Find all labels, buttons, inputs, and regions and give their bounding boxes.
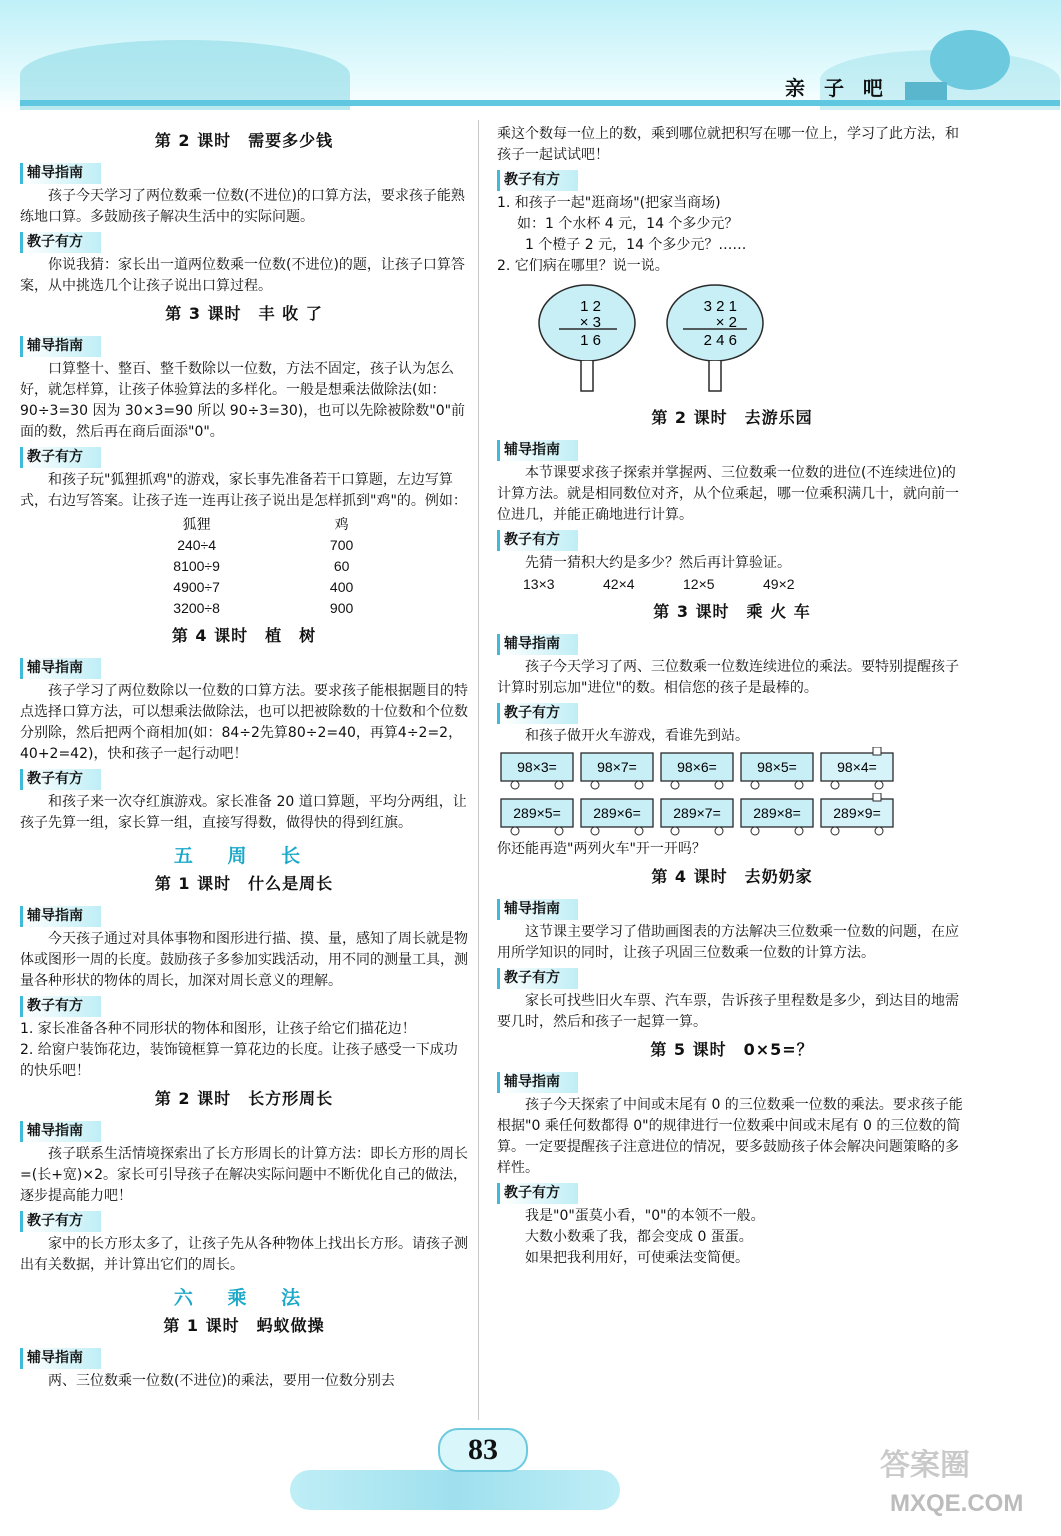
method-tag: 教子有方 [20,996,101,1017]
method-item: 1. 和孩子一起"逛商场"(把家当商场) [497,195,721,211]
tree-2-bottom: 2 4 6 [703,332,737,349]
guide-text: 这节课主要学习了借助画图表的方法解决三位数乘一位数的问题，在应用所学知识的同时，让孩子巩固三位数乘一位数的计算方法。 [497,924,959,961]
guide-tag: 辅导指南 [20,906,101,927]
wheel-icon [831,781,839,789]
table-cell: 60 [333,558,350,574]
train-car-label: 289×9= [833,805,881,821]
tree-2-top: 3 2 1 [703,298,737,315]
poem-line: 我是"0"蛋莫小看，"0"的本领不一般。 [525,1208,765,1224]
wheel-icon [511,781,519,789]
lesson-title: 第 4 课时 植 树 [171,626,317,645]
train-car-label: 289×6= [593,805,641,821]
train-car-label: 289×8= [753,805,801,821]
unit-title: 六 乘 法 [173,1287,315,1309]
method-item: 如：1 个水杯 4 元，14 个多少元？ [517,216,739,232]
method-text: 先猜一猜积大约是多少？然后再计算验证。 [525,555,791,571]
table-cell: 8100÷9 [173,558,220,574]
lesson-title: 第 3 课时 乘 火 车 [653,602,811,621]
wheel-icon [751,781,759,789]
train-car-label: 98×3= [517,759,557,775]
lesson-title: 第 5 课时 0×5=？ [650,1040,814,1059]
section-title: 亲 子 吧 [785,76,889,100]
wheel-icon [511,827,519,835]
method-tag: 教子有方 [497,703,578,724]
tree-illustrations [497,281,797,401]
chimney-icon [873,747,881,755]
table-cell: 900 [329,600,354,616]
guide-tag: 辅导指南 [497,440,578,461]
train-question: 你还能再造"两列火车"开一开吗？ [497,841,706,857]
header-house-icon [905,82,947,102]
method-tag: 教子有方 [497,1183,578,1204]
method-text: 和孩子玩"狐狸抓鸡"的游戏，家长事先准备若干口算题，左边写算式，右边写答案。让孩子连一连再让孩子说出是怎样抓到"鸡"的。例如： [20,472,467,509]
right-column [497,124,967,1269]
train-car [501,799,573,835]
wheel-icon [751,827,759,835]
wheel-icon [715,781,723,789]
wheel-icon [795,827,803,835]
tree-1-bottom: 1 6 [580,332,601,349]
train-2-graphic [497,793,967,839]
problem: 49×2 [763,576,795,592]
left-column [20,124,468,1392]
guide-tag: 辅导指南 [20,1121,101,1142]
guide-text: 口算整十、整百、整千数除以一位数，方法不固定，孩子认为怎么好，就怎样算，让孩子体验算法的多样化。一般是想乘法做除法(如：90÷3=30 因为 30×3=90 所以 90÷3=30)，也可以先除被除数"0"前面的数，然后再在商后面添"0"。 [20,361,466,440]
method-tag: 教子有方 [497,530,578,551]
page-header [0,0,1061,112]
method-text: 你说我猜：家长出一道两位数乘一位数(不进位)的题，让孩子口算答案，从中挑选几个让孩子说出口算过程。 [20,257,465,294]
tree-problem-1 [539,285,635,391]
train-car [581,753,653,789]
column-divider [478,120,479,1420]
method-tag: 教子有方 [497,968,578,989]
table-cell: 4900÷7 [173,579,220,595]
method-tag: 教子有方 [20,232,101,253]
train-car [661,799,733,835]
table-cell: 3200÷8 [173,600,220,616]
train-2 [497,793,967,839]
train-car-label: 289×7= [673,805,721,821]
watermark-url: MXQE.COM [890,1490,1024,1517]
problem: 12×5 [683,576,715,592]
table-cell: 240÷4 [177,537,217,553]
method-text: 家长可找些旧火车票、汽车票，告诉孩子里程数是多少，到达目的地需要几时，然后和孩子一起算一算。 [497,993,959,1030]
page-number: 83 [438,1428,528,1472]
guide-text: 两、三位数乘一位数(不进位)的乘法，要用一位数分别去 [48,1373,395,1389]
lesson-title: 第 2 课时 需要多少钱 [154,131,334,150]
method-tag: 教子有方 [20,1211,101,1232]
train-car [581,799,653,835]
train-car-label: 98×6= [677,759,717,775]
wheel-icon [555,827,563,835]
table-cell: 400 [329,579,354,595]
guide-tag: 辅导指南 [20,163,101,184]
lesson-title: 第 2 课时 去游乐园 [651,408,813,427]
wheel-icon [591,781,599,789]
train-1 [497,747,967,793]
tree-problem-2 [667,285,763,391]
wheel-icon [555,781,563,789]
method-tag: 教子有方 [497,170,578,191]
guide-text: 本节课要求孩子探索并掌握两、三位数乘一位数的进位(不连续进位)的计算方法。就是相同数位对齐，从个位乘起，哪一位乘积满几十，就向前一位进几，并能正确地进行计算。 [497,465,959,523]
wheel-icon [635,827,643,835]
poem-line: 大数小数乘了我，都会变成 0 蛋蛋。 [525,1229,753,1245]
train-1-graphic [497,747,967,793]
guide-tag: 辅导指南 [20,1348,101,1369]
train-car [741,753,813,789]
method-tag: 教子有方 [20,769,101,790]
estimate-problems [497,574,967,595]
table-cell: 700 [329,537,354,553]
method-item: 1. 家长准备各种不同形状的物体和图形，让孩子给它们描花边！ [20,1021,416,1037]
guide-tag: 辅导指南 [497,1072,578,1093]
guide-text: 今天孩子通过对具体事物和图形进行描、摸、量，感知了周长就是物体或图形一周的长度。鼓励孩子多参加实践活动，用不同的测量工具，测量各种形状的物体的周长，加深对周长意义的理解。 [20,931,468,989]
table-header: 鸡 [334,516,349,532]
watermark-logo: 答案圈 [880,1449,970,1482]
tree-1-mid: × 3 [579,314,601,331]
table-header: 狐狸 [182,516,211,532]
lesson-title: 第 1 课时 蚂蚁做操 [163,1316,325,1335]
lesson-title: 第 4 课时 去奶奶家 [651,867,813,886]
method-item: 1 个橙子 2 元，14 个多少元？…… [525,237,747,253]
method-text: 家中的长方形太多了，让孩子先从各种物体上找出长方形。请孩子测出有关数据，并计算出它们的周长。 [20,1236,468,1273]
train-car [501,753,573,789]
train-car-label: 98×4= [837,759,877,775]
wheel-icon [875,781,883,789]
unit-title: 五 周 长 [173,845,315,867]
train-car-label: 289×5= [513,805,561,821]
method-tag: 教子有方 [20,447,101,468]
train-car [821,799,893,835]
guide-tag: 辅导指南 [497,634,578,655]
header-tree-icon [930,30,1010,90]
method-text: 和孩子来一次夺红旗游戏。家长准备 20 道口算题，平均分两组，让孩子先算一组，家长算一组，直接写得数，做得快的得到红旗。 [20,794,467,831]
train-car [661,753,733,789]
guide-text: 孩子联系生活情境探索出了长方形周长的计算方法：即长方形的周长=(长+宽)×2。家长可引导孩子在解决实际问题中不断优化自己的做法，逐步提高能力吧！ [20,1146,468,1204]
method-item: 2. 它们病在哪里？说一说。 [497,258,669,274]
guide-text: 孩子今天学习了两位数乘一位数(不进位)的口算方法，要求孩子能熟练地口算。多鼓励孩子解决生活中的实际问题。 [20,188,465,225]
method-item: 2. 给窗户装饰花边，装饰镜框算一算花边的长度。让孩子感受一下成功的快乐吧！ [20,1042,458,1079]
problem: 42×4 [603,576,635,592]
tree-2-mid: × 2 [715,314,737,331]
problem: 13×3 [523,576,555,592]
guide-tag: 辅导指南 [497,899,578,920]
poem-line: 如果把我利用好，可使乘法变简便。 [525,1250,749,1266]
footer-decoration [290,1470,620,1510]
guide-text: 孩子今天探索了中间或末尾有 0 的三位数乘一位数的乘法。要求孩子能根据"0 乘任何数都得 0"的规律进行一位数乘中间或末尾有 0 的三位数的简算。一定要提醒孩子注意进位的情况，要多鼓励孩子体会解决问题策略的多样性。 [497,1097,963,1176]
wheel-icon [831,827,839,835]
guide-text: 孩子今天学习了两、三位数乘一位数连续进位的乘法。要特别提醒孩子计算时别忘加"进位"的数。相信您的孩子是最棒的。 [497,659,959,696]
method-text: 和孩子做开火车游戏，看谁先到站。 [525,728,749,744]
guide-text: 乘这个数每一位上的数，乘到哪位就把积写在哪一位上，学习了此方法，和孩子一起试试吧！ [497,126,959,163]
lesson-title: 第 3 课时 丰 收 了 [165,304,323,323]
tree-problems [497,281,967,401]
wheel-icon [795,781,803,789]
train-car [741,799,813,835]
chimney-icon [873,793,881,801]
wheel-icon [671,827,679,835]
guide-tag: 辅导指南 [20,336,101,357]
wheel-icon [671,781,679,789]
lesson-title: 第 2 课时 长方形周长 [154,1089,334,1108]
fox-chicken-table [100,514,390,619]
train-car-label: 98×7= [597,759,637,775]
train-car-label: 98×5= [757,759,797,775]
lesson-title: 第 1 课时 什么是周长 [154,874,334,893]
wheel-icon [715,827,723,835]
guide-tag: 辅导指南 [20,658,101,679]
header-rule [20,100,1060,106]
wheel-icon [591,827,599,835]
wheel-icon [635,781,643,789]
guide-text: 孩子学习了两位数除以一位数的口算方法。要求孩子能根据题目的特点选择口算方法，可以想乘法做除法，也可以把被除数的十位数和个位数分别除，然后把两个商相加(如：84÷2先算80÷2=40，再算4÷2=2，40+2=42)，快和孩子一起行动吧！ [20,683,468,762]
train-car [821,753,893,789]
wheel-icon [875,827,883,835]
tree-1-top: 1 2 [580,298,601,315]
